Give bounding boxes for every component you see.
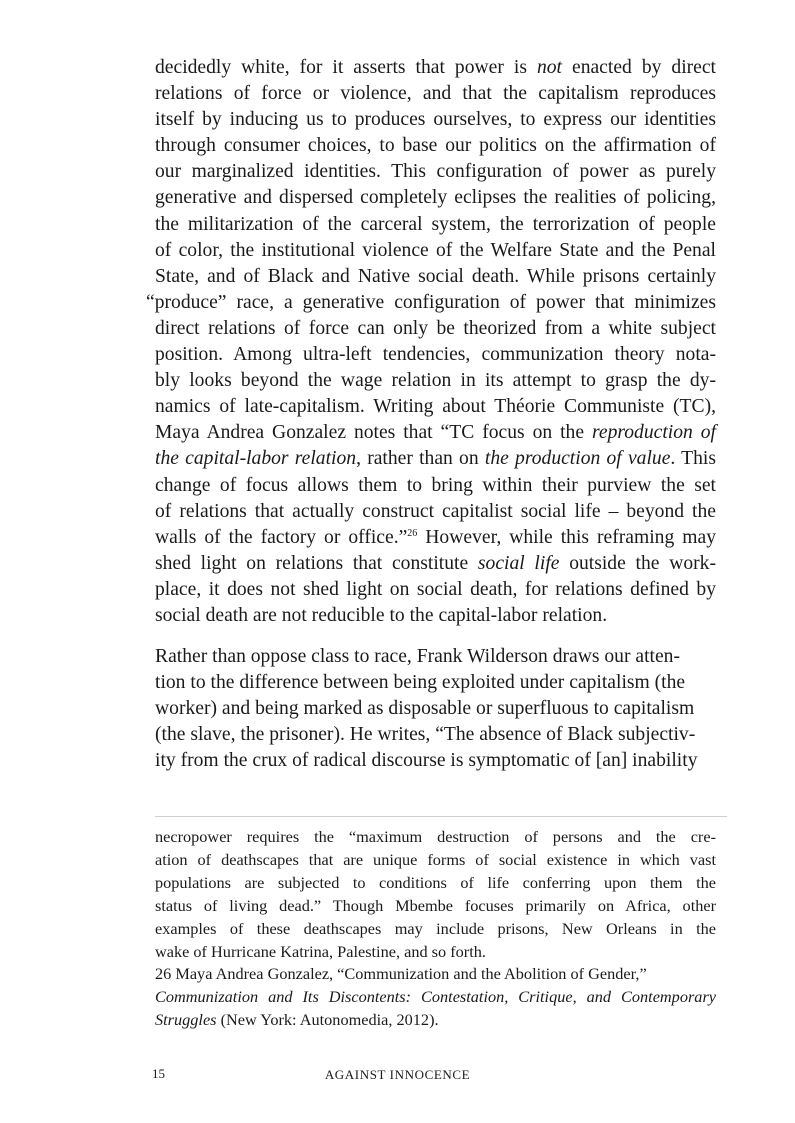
text-line: Maya Andrea Gonzalez notes that “TC focus on the reproduction of	[155, 422, 716, 444]
text-line: namics of late-capitalism. Writing about Théorie Communiste (TC),	[155, 396, 716, 418]
text-line: decidedly white, for it asserts that power is not enacted by direct	[155, 57, 717, 78]
text-line: the capital-labor relation, rather than on the production of value. This	[155, 448, 716, 470]
text-line: 26 Maya Andrea Gonzalez, “Communization and the Abolition of Gender,”	[155, 964, 647, 984]
footnote-divider	[155, 816, 727, 817]
text-line: necropower requires the “maximum destruction of persons and the cre-	[155, 827, 716, 846]
text-line: (the slave, the prisoner). He writes, “The absence of Black subjectiv-	[155, 724, 696, 746]
footnotes	[155, 826, 716, 1032]
text-line: our marginalized identities. This configuration of power as purely	[155, 161, 716, 183]
text-line: position. Among ultra-left tendencies, communization theory nota-	[155, 344, 716, 366]
paragraph-2	[155, 644, 716, 774]
text-line: Struggles (New York: Autonomedia, 2012).	[155, 1010, 439, 1030]
text-line: social death are not reducible to the capital-labor relation.	[155, 604, 608, 626]
text-line: ity from the crux of radical discourse is symptomatic of [an] inability	[155, 750, 698, 772]
text-line: bly looks beyond the wage relation in its attempt to grasp the dy-	[155, 370, 716, 392]
text-line: walls of the factory or office.”$^{26}$ However, while this reframing may	[155, 526, 716, 548]
text-line: of color, the institutional violence of the Welfare State and the Penal	[155, 239, 716, 261]
footnote-ref: 26	[407, 527, 418, 539]
text-line: generative and dispersed completely eclipses the realities of policing,	[155, 187, 716, 209]
page-number: 15	[152, 1066, 165, 1081]
text-line: through consumer choices, to base our politics on the affirmation of	[155, 135, 716, 157]
text-line: tion to the difference between being exploited under capitalism (the	[155, 672, 686, 694]
text-line: “produce” race, a generative configuration of power that minimizes	[146, 291, 716, 313]
text-line: Communization and Its Discontents: Contestation, Critique, and Contemporary	[155, 987, 716, 1007]
text-line: direct relations of force can only be theorized from a white subject	[155, 317, 716, 339]
text-line: populations are subjected to conditions of life conferring upon them the	[155, 872, 716, 892]
text-line: Rather than oppose class to race, Frank Wilderson draws our atten-	[155, 646, 681, 668]
text-line: State, and of Black and Native social death. While prisons certainly	[155, 265, 716, 287]
paragraph-1	[146, 55, 717, 629]
text-line: status of living dead.” Though Mbembe focuses primarily on Africa, other	[155, 895, 716, 915]
main-text	[146, 55, 717, 775]
text-line: itself by inducing us to produces ourselves, to express our identities	[155, 109, 716, 131]
text-line: ation of deathscapes that are unique forms of social existence in which vast	[155, 849, 716, 869]
text-line: examples of these deathscapes may include prisons, New Orleans in the	[155, 918, 716, 938]
text-line: the militarization of the carceral system, the terrorization of people	[155, 213, 716, 235]
running-head: AGAINST INNOCENCE	[324, 1067, 471, 1082]
text-line: of relations that actually construct capitalist social life – beyond the	[155, 500, 716, 522]
text-line: worker) and being marked as disposable or superfluous to capitalism	[155, 698, 695, 720]
text-line: wake of Hurricane Katrina, Palestine, and so forth.	[155, 941, 486, 961]
text-line: change of focus allows them to bring within their purview the set	[155, 474, 716, 496]
text-line: relations of force or violence, and that the capitalism reproduces	[155, 83, 716, 105]
text-line: shed light on relations that constitute social life outside the work-	[155, 552, 717, 574]
text-line: place, it does not shed light on social death, for relations defined by	[155, 578, 716, 600]
